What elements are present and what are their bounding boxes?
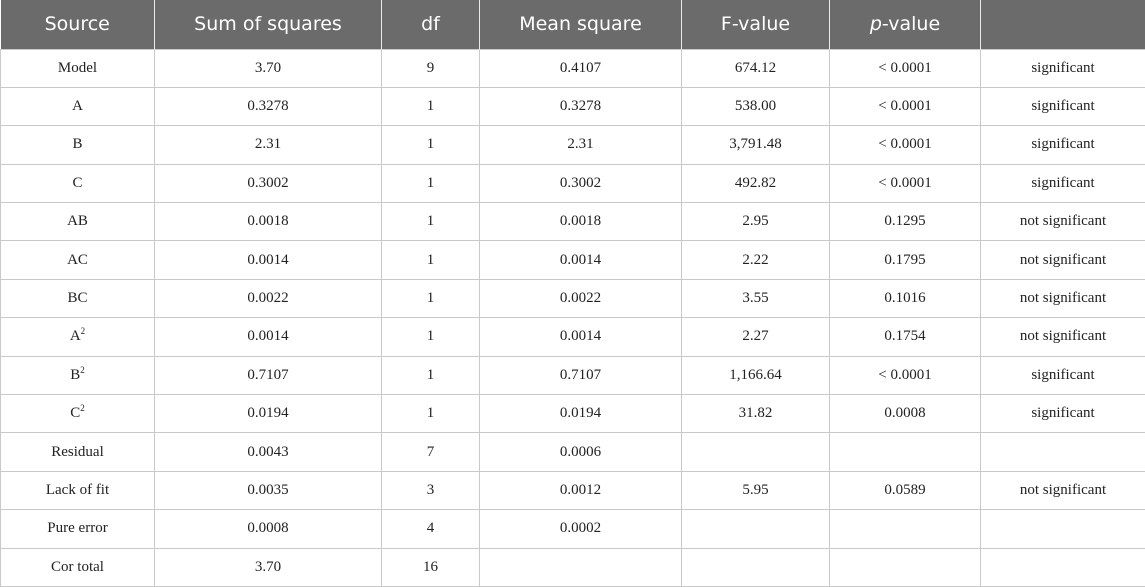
cell-mean-square: 0.7107 [480,356,682,394]
source-exponent: 2 [80,364,85,375]
cell-significance: not significant [981,203,1145,241]
header-f-value: F-value [682,0,830,49]
cell-significance: significant [981,164,1145,202]
cell-significance [981,433,1145,471]
cell-df: 7 [382,433,480,471]
cell-mean-square: 2.31 [480,126,682,164]
source-label: BC [67,290,88,307]
source-exponent: 2 [80,403,85,414]
cell-df: 3 [382,471,480,509]
cell-significance: significant [981,395,1145,433]
cell-source [1,203,155,241]
cell-sum-of-squares: 0.0194 [155,395,382,433]
source-label: A [72,98,83,115]
cell-source [1,49,155,87]
source-label: Residual [51,443,104,460]
cell-source [1,548,155,586]
cell-f-value: 2.27 [682,318,830,356]
cell-significance [981,548,1145,586]
cell-f-value: 3,791.48 [682,126,830,164]
cell-source [1,126,155,164]
table-row [1,164,1145,202]
cell-p-value: 0.1795 [830,241,981,279]
source-label: AC [67,251,88,268]
source-label: Model [57,59,98,76]
cell-df: 4 [382,510,480,548]
header-p-value-rest: -value [881,13,941,36]
cell-significance: significant [981,49,1145,87]
header-sum-of-squares: Sum of squares [155,0,382,49]
table-row [1,241,1145,279]
cell-mean-square: 0.0014 [480,241,682,279]
cell-p-value: 0.0008 [830,395,981,433]
cell-sum-of-squares: 0.3278 [155,87,382,125]
cell-df: 16 [382,548,480,586]
cell-p-value: < 0.0001 [830,126,981,164]
cell-source [1,241,155,279]
source-label: Lack of fit [45,481,110,498]
table-row [1,126,1145,164]
cell-mean-square: 0.0018 [480,203,682,241]
cell-p-value: 0.0589 [830,471,981,509]
cell-sum-of-squares: 0.0014 [155,241,382,279]
header-mean-square: Mean square [480,0,682,49]
cell-significance: significant [981,126,1145,164]
cell-df: 1 [382,356,480,394]
cell-source [1,395,155,433]
cell-significance: not significant [981,279,1145,317]
cell-significance: not significant [981,471,1145,509]
table-row [1,471,1145,509]
cell-mean-square: 0.3002 [480,164,682,202]
cell-source [1,318,155,356]
cell-significance: not significant [981,318,1145,356]
cell-df: 1 [382,395,480,433]
header-p-value [830,0,981,49]
table-row [1,87,1145,125]
cell-df: 1 [382,164,480,202]
cell-sum-of-squares: 0.0014 [155,318,382,356]
cell-f-value: 538.00 [682,87,830,125]
cell-f-value: 2.22 [682,241,830,279]
cell-source [1,471,155,509]
header-significance [981,0,1145,49]
cell-df: 9 [382,49,480,87]
cell-source [1,279,155,317]
cell-p-value: 0.1016 [830,279,981,317]
cell-sum-of-squares: 0.0022 [155,279,382,317]
cell-f-value: 1,166.64 [682,356,830,394]
cell-sum-of-squares: 0.3002 [155,164,382,202]
table-row [1,395,1145,433]
cell-p-value: < 0.0001 [830,49,981,87]
source-label: A [69,328,81,345]
cell-df: 1 [382,279,480,317]
table-row [1,318,1145,356]
cell-f-value: 674.12 [682,49,830,87]
source-label: C [72,174,83,191]
cell-source [1,510,155,548]
cell-significance: significant [981,87,1145,125]
source-exponent: 2 [80,326,86,337]
cell-source [1,164,155,202]
cell-significance [981,510,1145,548]
cell-source [1,433,155,471]
cell-mean-square: 0.4107 [480,49,682,87]
cell-mean-square: 0.0194 [480,395,682,433]
table-row [1,279,1145,317]
table-row [1,356,1145,394]
cell-mean-square: 0.0006 [480,433,682,471]
header-p-value-italic: p [869,13,882,36]
cell-p-value: 0.1754 [830,318,981,356]
cell-f-value: 2.95 [682,203,830,241]
cell-f-value: 492.82 [682,164,830,202]
source-label: B [72,136,83,153]
cell-sum-of-squares: 0.0008 [155,510,382,548]
cell-f-value [682,510,830,548]
cell-df: 1 [382,203,480,241]
cell-sum-of-squares: 0.0043 [155,433,382,471]
cell-p-value: < 0.0001 [830,87,981,125]
source-label: Cor total [51,558,104,575]
header-row [1,0,1145,49]
header-df: df [382,0,480,49]
source-label: Pure error [47,520,108,537]
table-header [1,0,1145,49]
table-row [1,433,1145,471]
cell-f-value: 5.95 [682,471,830,509]
cell-source [1,356,155,394]
cell-mean-square: 0.0014 [480,318,682,356]
cell-sum-of-squares: 3.70 [155,49,382,87]
cell-mean-square: 0.0012 [480,471,682,509]
cell-mean-square: 0.3278 [480,87,682,125]
cell-sum-of-squares: 3.70 [155,548,382,586]
cell-df: 1 [382,126,480,164]
cell-mean-square: 0.0002 [480,510,682,548]
cell-significance: significant [981,356,1145,394]
table-row [1,203,1145,241]
cell-mean-square [480,548,682,586]
cell-p-value [830,510,981,548]
source-label: C [70,405,81,422]
cell-df: 1 [382,87,480,125]
header-source: Source [1,0,155,49]
cell-source [1,87,155,125]
cell-sum-of-squares: 0.7107 [155,356,382,394]
cell-mean-square: 0.0022 [480,279,682,317]
table-row [1,49,1145,87]
source-label: AB [67,213,88,230]
table-row [1,548,1145,586]
table-body [1,49,1145,586]
cell-sum-of-squares: 0.0035 [155,471,382,509]
cell-p-value [830,433,981,471]
source-label: B [70,366,81,383]
cell-df: 1 [382,318,480,356]
cell-f-value: 3.55 [682,279,830,317]
cell-f-value: 31.82 [682,395,830,433]
cell-sum-of-squares: 0.0018 [155,203,382,241]
cell-df: 1 [382,241,480,279]
table-row [1,510,1145,548]
cell-p-value: < 0.0001 [830,164,981,202]
cell-significance: not significant [981,241,1145,279]
cell-f-value [682,433,830,471]
cell-f-value [682,548,830,586]
cell-p-value [830,548,981,586]
cell-sum-of-squares: 2.31 [155,126,382,164]
cell-p-value: 0.1295 [830,203,981,241]
cell-p-value: < 0.0001 [830,356,981,394]
